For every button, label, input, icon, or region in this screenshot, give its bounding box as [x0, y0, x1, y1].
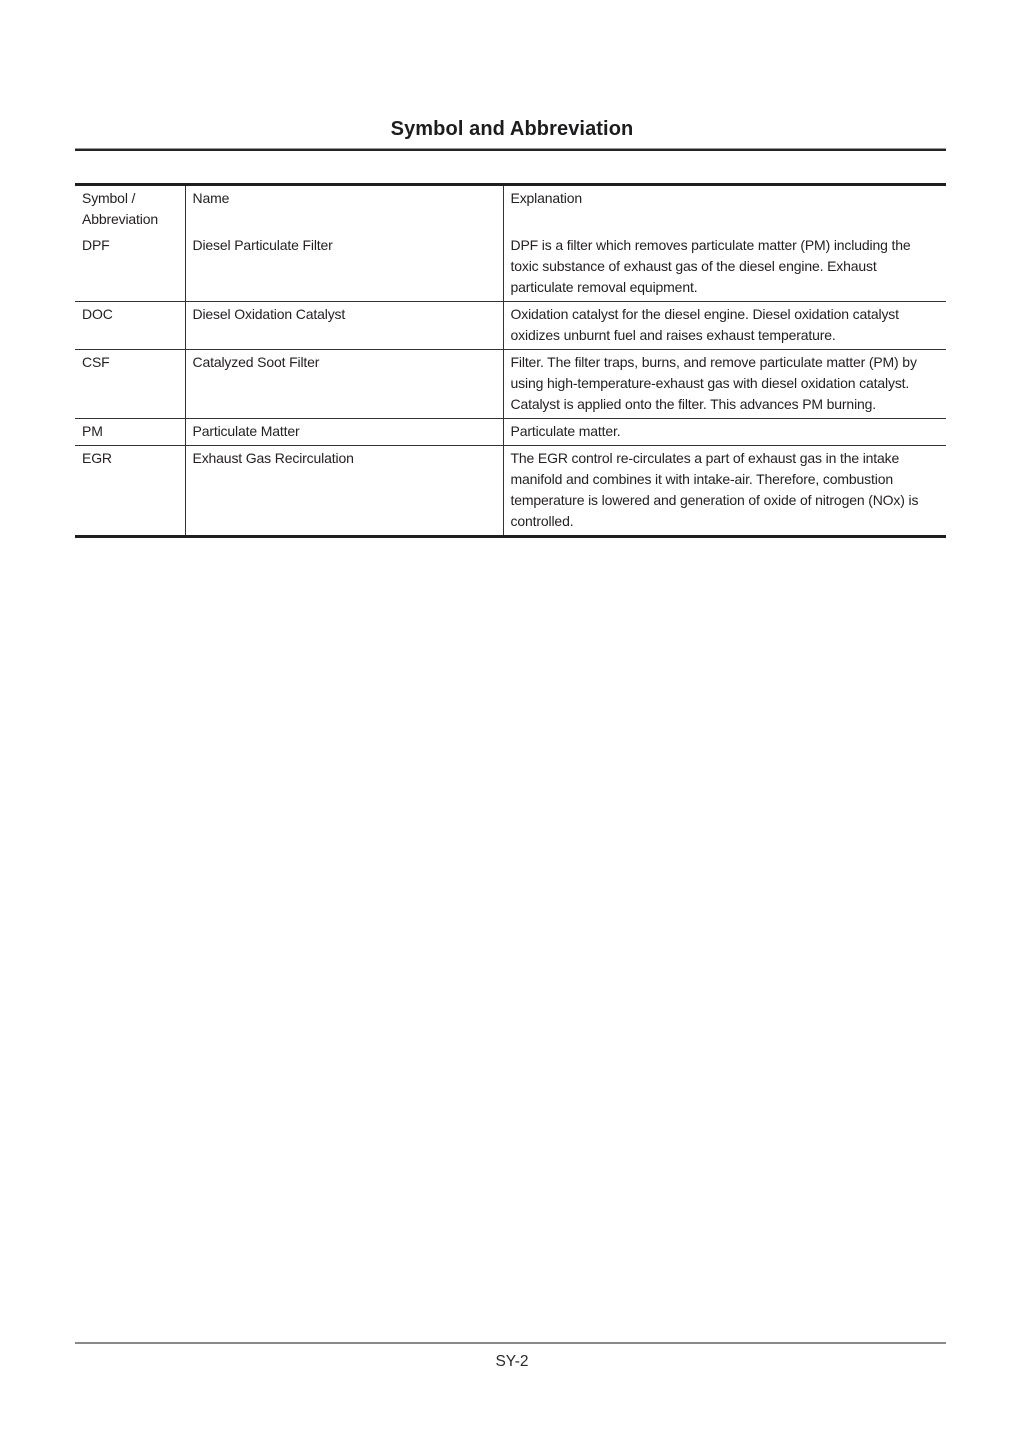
table-row — [75, 302, 946, 350]
footer-rule — [75, 1342, 946, 1344]
cell-symbol: DPF — [75, 233, 185, 302]
header-explanation: Explanation — [510, 190, 583, 206]
cell-explanation: Oxidation catalyst for the diesel engine. Diesel oxidation catalyst oxidizes unburnt fuel and raises exhaust temperature. — [510, 306, 899, 343]
header-symbol-abbreviation: Symbol / Abbreviation — [75, 185, 185, 234]
cell-explanation: The EGR control re-circulates a part of exhaust gas in the intake manifold and combines it with intake-air. Therefore, combustion temperature is lowered and generation of oxide of nitrogen (NOx) is controlled. — [510, 450, 919, 529]
table-row — [75, 350, 946, 419]
table-row — [75, 233, 946, 302]
table-row — [75, 419, 946, 446]
table-row — [75, 446, 946, 537]
cell-symbol: EGR — [75, 446, 185, 537]
cell-name: Exhaust Gas Recirculation — [185, 446, 503, 537]
abbreviation-table — [75, 183, 946, 538]
header-name: Name — [185, 185, 503, 234]
table-header-row — [75, 185, 946, 234]
cell-name: Particulate Matter — [185, 419, 503, 446]
cell-symbol: CSF — [75, 350, 185, 419]
cell-name: Diesel Oxidation Catalyst — [185, 302, 503, 350]
title-double-rule — [75, 148, 946, 151]
page-title: Symbol and Abbreviation — [390, 118, 634, 140]
cell-name: Diesel Particulate Filter — [185, 233, 503, 302]
cell-explanation: Particulate matter. — [510, 423, 621, 439]
page-number: SY-2 — [495, 1353, 529, 1370]
cell-explanation: Filter. The filter traps, burns, and remove particulate matter (PM) by using high-temperature-exhaust gas with diesel oxidation catalyst. Catalyst is applied onto the filter. This advances PM burning. — [510, 354, 917, 412]
cell-name: Catalyzed Soot Filter — [185, 350, 503, 419]
cell-symbol: PM — [75, 419, 185, 446]
cell-explanation: DPF is a filter which removes particulate matter (PM) including the toxic substance of exhaust gas of the diesel engine. Exhaust particulate removal equipment. — [510, 237, 911, 295]
cell-symbol: DOC — [75, 302, 185, 350]
